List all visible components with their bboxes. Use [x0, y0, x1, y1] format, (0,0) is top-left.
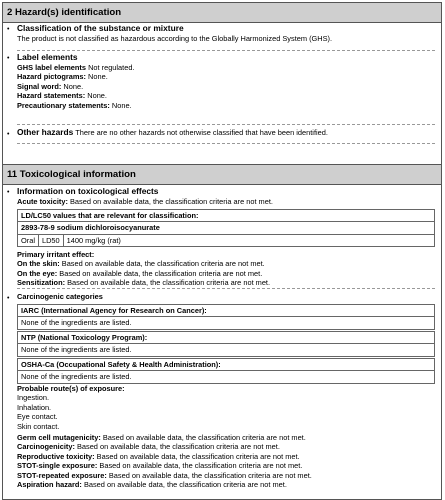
section-11-toxicology	[2, 164, 442, 500]
ld-table-row	[18, 235, 434, 246]
ntp-text: None of the ingredients are listed.	[21, 345, 132, 355]
bullet-icon: •	[7, 26, 10, 33]
bullet-icon: •	[7, 189, 10, 196]
effect-row: STOT-repeated exposure: Based on available data, the classification criteria are not met.	[17, 470, 312, 480]
route-item: Ingestion.	[17, 393, 50, 403]
label-element-row: Signal word: None.	[17, 81, 84, 91]
irritant-row: On the eye: Based on available data, the classification criteria are not met.	[17, 268, 263, 278]
ld-table-header: LD/LC50 values that are relevant for classification:	[18, 210, 434, 222]
label-element-row: Hazard statements: None.	[17, 91, 107, 101]
osha-title: OSHA-Ca (Occupational Safety & Health Administration):	[18, 359, 434, 371]
other-hazards-text: There are no other hazards not otherwise classified that have been identified.	[73, 128, 328, 137]
irritant-row: Sensitization: Based on available data, the classification criteria are not met.	[17, 278, 271, 288]
route-item: Eye contact.	[17, 412, 58, 422]
acute-toxicity: Acute toxicity: Based on available data, the classification criteria are not met.	[17, 196, 273, 206]
ld-route: Oral	[18, 235, 39, 246]
label-elements-block	[17, 52, 435, 110]
iarc-title: IARC (International Agency for Research on Cancer):	[18, 305, 434, 317]
effect-row: Aspiration hazard: Based on available data, the classification criteria are not met.	[17, 480, 287, 490]
effect-row: Reproductive toxicity: Based on available data, the classification criteria are not met.	[17, 451, 300, 461]
label-element-row: Hazard pictograms: None.	[17, 72, 108, 82]
label-element-row: Precautionary statements: None.	[17, 100, 132, 110]
ntp-box	[17, 331, 435, 357]
osha-text: None of the ingredients are listed.	[21, 372, 132, 382]
bullet-icon: •	[7, 131, 10, 138]
label-element-row: GHS label elements Not regulated.	[17, 62, 135, 72]
ld-value: 1400 mg/kg (rat)	[66, 235, 121, 245]
classification-text: The product is not classified as hazardous according to the Globally Harmonized System (GHS).	[17, 33, 333, 43]
section-2-hazards	[2, 2, 442, 166]
primary-irritant-title: Primary irritant effect:	[17, 250, 95, 259]
divider	[17, 288, 435, 289]
bullet-icon: •	[7, 55, 10, 62]
divider	[17, 143, 435, 144]
classification-block	[17, 23, 435, 43]
primary-irritant-block	[17, 250, 435, 288]
other-hazards-title: Other hazards	[17, 127, 74, 137]
divider	[17, 50, 435, 51]
iarc-text: None of the ingredients are listed.	[21, 318, 132, 328]
effects-title: Information on toxicological effects	[17, 186, 159, 196]
carcinogenic-title: Carcinogenic categories	[17, 292, 103, 301]
ld-table-substance: 2893-78-9 sodium dichloroisocyanurate	[18, 222, 434, 234]
iarc-box	[17, 304, 435, 330]
ld-lc50-table	[17, 209, 435, 247]
ntp-title: NTP (National Toxicology Program):	[18, 332, 434, 344]
route-item: Skin contact.	[17, 421, 60, 431]
classification-title: Classification of the substance or mixture	[17, 23, 184, 33]
effect-row: STOT-single exposure: Based on available data, the classification criteria are not met.	[17, 461, 303, 471]
ld-type: LD50	[39, 235, 64, 246]
effects-list	[17, 433, 435, 490]
route-item: Inhalation.	[17, 402, 52, 412]
divider	[17, 124, 435, 125]
other-hazards-block	[17, 127, 435, 138]
label-elements-title: Label elements	[17, 52, 78, 62]
section-11-header: 11 Toxicological information	[3, 165, 441, 185]
osha-box	[17, 358, 435, 384]
effect-row: Germ cell mutagenicity: Based on available data, the classification criteria are not met.	[17, 433, 306, 442]
section-2-header: 2 Hazard(s) identification	[3, 3, 441, 23]
routes-block	[17, 384, 435, 431]
routes-title: Probable route(s) of exposure:	[17, 384, 125, 393]
effect-row: Carcinogenicity: Based on available data, the classification criteria are not met.	[17, 442, 280, 452]
bullet-icon: •	[7, 295, 10, 302]
toxicological-effects-block	[17, 186, 435, 206]
irritant-row: On the skin: Based on available data, the classification criteria are not met.	[17, 259, 265, 269]
